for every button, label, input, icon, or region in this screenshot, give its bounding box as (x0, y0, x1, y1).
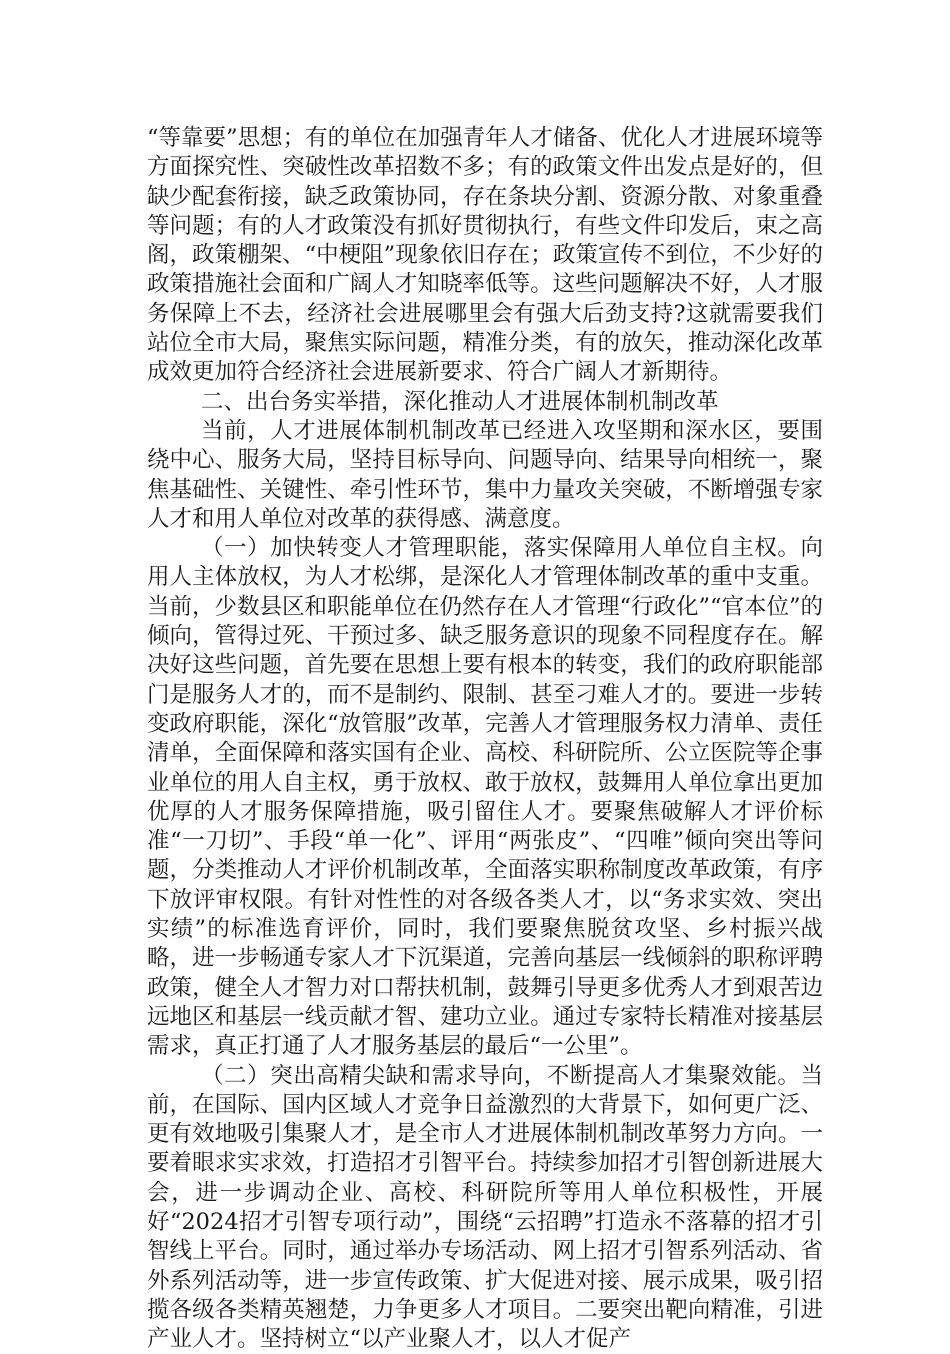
paragraph-continued: “等靠要”思想；有的单位在加强青年人才储备、优化人才进展环境等方面探究性、突破性改革招数不多；有的政策文件出发点是好的，但缺少配套衔接，缺乏政策协同，存在条块分割、资源分散、对象重叠等问题；有的人才政策没有抓好贯彻执行，有些文件印发后，束之高阁，政策棚架、“中梗阻”现象依旧存在；政策宣传不到位，不少好的政策措施社会面和广阔人才知晓率低等。这些问题解决不好，人才服务保障上不去，经济社会进展哪里会有强大后劲支持?这就需要我们站位全市大局，聚焦实际问题，精准分类，有的放矢，推动深化改革成效更加符合经济社会进展新要求、符合广阔人才新期待。 (147, 124, 823, 388)
paragraph-item-2: （二）突出高精尖缺和需求导向，不断提高人才集聚效能。当前，在国际、国内区域人才竞争日益激烈的大背景下，如何更广泛、更有效地吸引集聚人才，是全市人才进展体制机制改革努力方向。一要着眼求实求效，打造招才引智平台。持续参加招才引智创新进展大会，进一步调动企业、高校、科研院所等用人单位积极性，开展好“2024招才引智专项行动”，围绕“云招聘”打造永不落幕的招才引智线上平台。同时，通过举办专场活动、网上招才引智系列活动、省外系列活动等，进一步宣传政策、扩大促进对接、展示成果，吸引招揽各级各类精英翘楚，力争更多人才项目。二要突出靶向精准，引进产业人才。坚持树立“以产业聚人才，以人才促产 (147, 1062, 823, 1354)
section-heading-2: 二、出台务实举措，深化推动人才进展体制机制改革 (147, 388, 823, 417)
document-body (147, 124, 823, 1354)
paragraph-item-1: （一）加快转变人才管理职能，落实保障用人单位自主权。向用人主体放权，为人才松绑，是深化人才管理体制改革的重中支重。当前，少数县区和职能单位在仍然存在人才管理“行政化”“官本位”的倾向，管得过死、干预过多、缺乏服务意识的现象不同程度存在。解决好这些问题，首先要在思想上要有根本的转变，我们的政府职能部门是服务人才的，而不是制约、限制、甚至刁难人才的。要进一步转变政府职能，深化“放管服”改革，完善人才管理服务权力清单、责任清单，全面保障和落实国有企业、高校、科研院所、公立医院等企事业单位的用人自主权，勇于放权、敢于放权，鼓舞用人单位拿出更加优厚的人才服务保障措施，吸引留住人才。要聚焦破解人才评价标准“一刀切”、手段“单一化”、评用“两张皮”、“四唯”倾向突出等问题，分类推动人才评价机制改革，全面落实职称制度改革政策，有序下放评审权限。有针对性性的对各级各类人才，以“务求实效、突出实绩”的标准选育评价，同时，我们要聚焦脱贫攻坚、乡村振兴战略，进一步畅通专家人才下沉渠道，完善向基层一线倾斜的职称评聘政策，健全人才智力对口帮扶机制，鼓舞引导更多优秀人才到艰苦边远地区和基层一线贡献才智、建功立业。通过专家特长精准对接基层需求，真正打通了人才服务基层的最后“一公里”。 (147, 534, 823, 1061)
paragraph-intro: 当前，人才进展体制机制改革已经进入攻坚期和深水区，要围绕中心、服务大局，坚持目标导向、问题导向、结果导向相统一，聚焦基础性、关键性、牵引性环节，集中力量攻关突破，不断增强专家人才和用人单位对改革的获得感、满意度。 (147, 417, 823, 534)
